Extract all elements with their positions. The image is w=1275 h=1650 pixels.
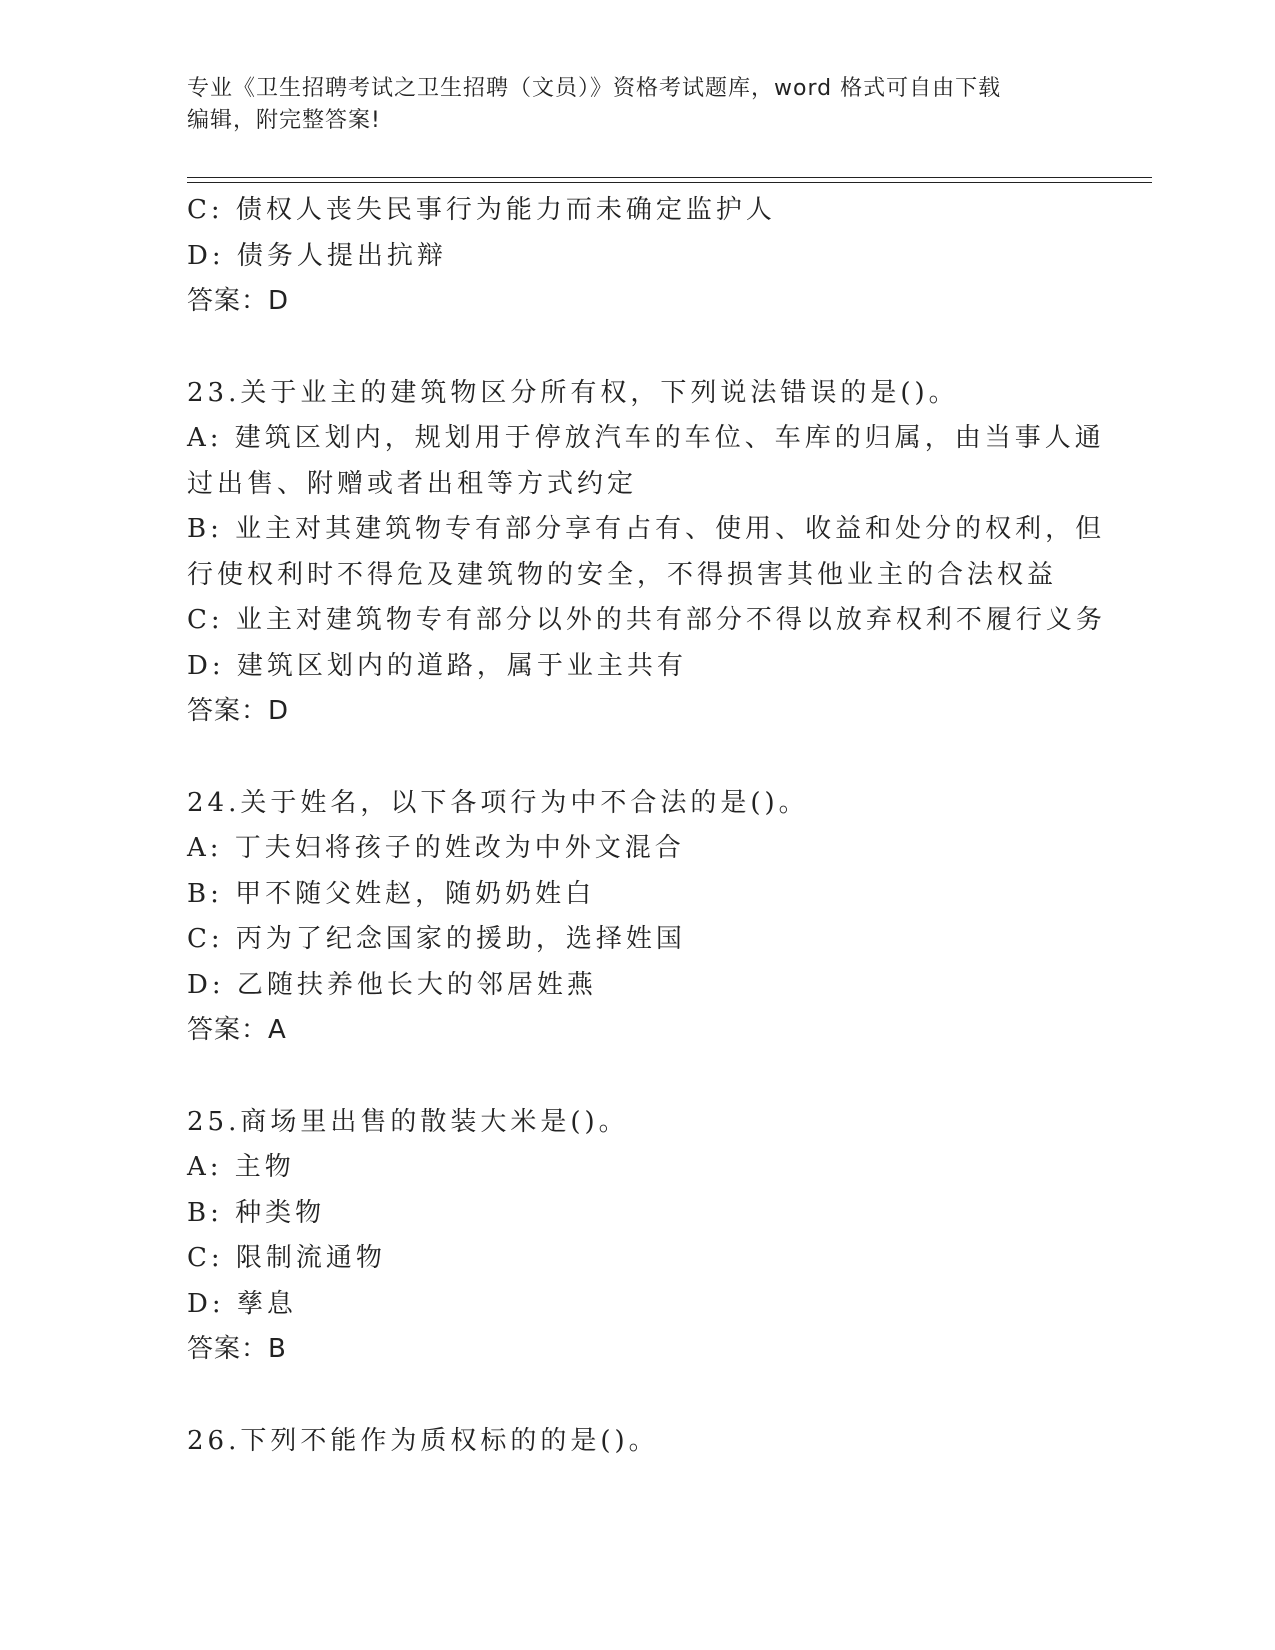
spacer [187, 325, 1087, 371]
question-list [187, 188, 1106, 1464]
answer: 答案：D [187, 696, 290, 726]
spacer [187, 735, 1087, 781]
option-a-continued: 过出售、附赠或者出租等方式约定 [187, 468, 638, 499]
question-stem: 24.关于姓名，以下各项行为中不合法的是()。 [187, 787, 809, 818]
header-divider-top [187, 177, 1152, 178]
document-header [187, 73, 1067, 137]
option-b: B: 种类物 [187, 1197, 326, 1228]
option-c: C: 债权人丧失民事行为能力而未确定监护人 [187, 195, 776, 225]
question-stem: 23.关于业主的建筑物区分所有权，下列说法错误的是()。 [187, 377, 959, 408]
option-c: C: 限制流通物 [187, 1243, 386, 1273]
spacer [187, 1054, 1087, 1100]
option-c: C: 丙为了纪念国家的援助，选择姓国 [187, 924, 686, 954]
spacer [187, 1373, 1087, 1419]
header-line-1: 专业《卫生招聘考试之卫生招聘（文员）》资格考试题库，word 格式可自由下载 [187, 76, 1002, 101]
answer: 答案：B [187, 1334, 287, 1364]
option-d: D: 建筑区划内的道路，属于业主共有 [187, 650, 687, 681]
option-b: B: 甲不随父姓赵，随奶奶姓白 [187, 878, 596, 909]
option-b: B: 业主对其建筑物专有部分享有占有、使用、收益和处分的权利，但 [187, 514, 1106, 544]
header-divider-bottom [187, 182, 1152, 183]
question-24 [187, 781, 1087, 1054]
question-26 [187, 1419, 1087, 1465]
question-23 [187, 371, 1106, 735]
answer: 答案：A [187, 1015, 287, 1045]
option-b-continued: 行使权利时不得危及建筑物的安全，不得损害其他业主的合法权益 [187, 559, 1058, 590]
question-stem: 26.下列不能作为质权标的的是()。 [187, 1425, 659, 1456]
option-d: D: 孳息 [187, 1288, 297, 1319]
option-d: D: 乙随扶养他长大的邻居姓燕 [187, 969, 597, 1000]
option-a: A: 丁夫妇将孩子的姓改为中外文混合 [187, 833, 685, 863]
option-d: D: 债务人提出抗辩 [187, 240, 447, 271]
question-25 [187, 1100, 1087, 1373]
option-a: A: 主物 [187, 1152, 295, 1182]
option-a: A: 建筑区划内，规划用于停放汽车的车位、车库的归属，由当事人通 [187, 423, 1105, 453]
question-stem: 25.商场里出售的散装大米是()。 [187, 1106, 629, 1137]
option-c: C: 业主对建筑物专有部分以外的共有部分不得以放弃权利不履行义务 [187, 605, 1106, 635]
previous-question-tail [187, 188, 1087, 325]
header-line-2: 编辑，附完整答案! [187, 108, 381, 133]
answer: 答案：D [187, 286, 290, 316]
